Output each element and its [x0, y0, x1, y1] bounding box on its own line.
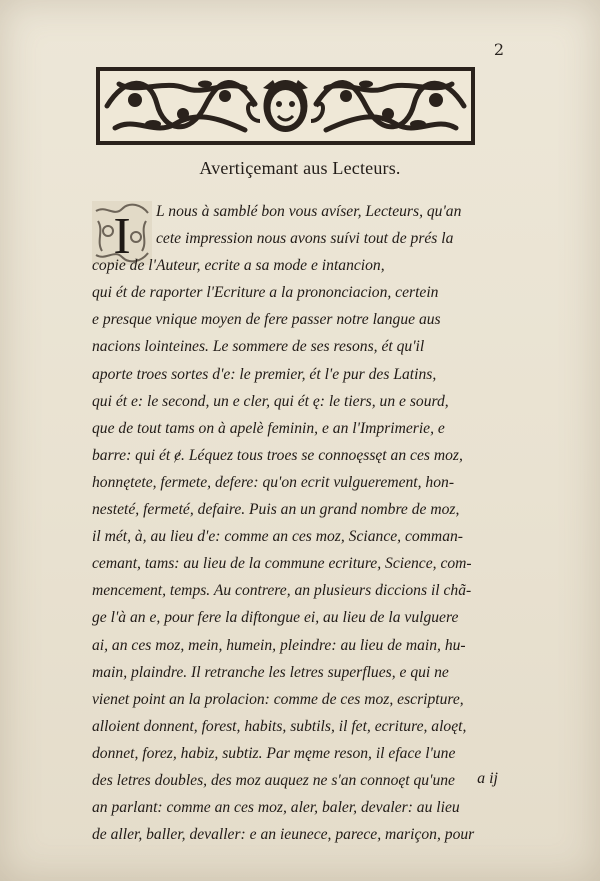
text-line: que de tout tams on à apelè feminin, e an l'Imprimerie, e	[92, 419, 445, 437]
signature-mark: a ij	[477, 770, 498, 787]
text-line: il mét, à, au lieu d'e: comme an ces moz, Sciance, comman-	[92, 528, 463, 546]
text-line: aporte troes sortes d'e: le premier, ét l'e pur des Latins,	[92, 365, 437, 383]
text-line: ge l'à an e, pour fere la diftongue ei, au lieu de la vulguere	[92, 609, 459, 627]
text-line: cete impression nous avons suívi tout de prés la	[156, 230, 454, 248]
text-line: e presque vnique moyen de fere passer notre langue aus	[92, 311, 441, 329]
folio-number: 2	[493, 40, 504, 59]
text-line: ai, an ces moz, mein, humein, pleindre: au lieu de main, hu-	[92, 636, 466, 654]
ornamental-headpiece	[95, 66, 476, 146]
text-line: de aller, baller, devaller: e an ieunece, parece, mariçon, pour	[92, 826, 475, 844]
text-line: alloient donnent, forest, habits, subtils, il fet, ecriture, aloęt,	[92, 717, 467, 735]
text-line: an parlant: comme an ces moz, aler, baler, devaler: au lieu	[92, 799, 460, 817]
text-line: qui ét de raporter l'Ecriture a la prononciacion, certein	[92, 284, 439, 302]
text-line: barre: qui ét ɇ. Léquez tous troes se connoęssęt an ces moz,	[92, 446, 463, 464]
text-line: cemant, tams: au lieu de la commune ecriture, Science, com-	[92, 555, 472, 573]
text-line: honnętete, fermete, defere: qu'on ecrit vulguerement, hon-	[92, 473, 455, 491]
text-line: vienet point an la prolacion: comme de ces moz, escripture,	[92, 690, 464, 708]
section-heading: Avertiçemant aus Lecteurs.	[199, 158, 401, 178]
text-line: main, plaindre. Il retranche les letres superflues, e qui ne	[92, 663, 449, 681]
text-line: mencement, temps. Au contrere, an plusieurs diccions il chã-	[92, 582, 472, 600]
text-line: L nous à samblé bon vous avíser, Lecteurs, qu'an	[156, 203, 462, 220]
text-line: nacions lointeines. Le sommere de ses resons, ét qu'il	[92, 338, 425, 356]
text-line: des letres doubles, des moz auquez ne s'an connoęt qu'une	[92, 771, 455, 789]
text-line: copie de l'Auteur, ecrite a sa mode e intancion,	[92, 257, 385, 275]
svg-text:I: I	[113, 208, 131, 265]
text-line: donnet, forez, habiz, subtiz. Par męme reson, il eface l'une	[92, 744, 456, 762]
text-line: qui ét e: le second, un e cler, qui ét ę: le tiers, un e sourd,	[92, 392, 449, 410]
text-line: nesteté, fermeté, defaire. Puis an un grand nombre de moz,	[92, 501, 460, 519]
body-text	[92, 198, 508, 848]
